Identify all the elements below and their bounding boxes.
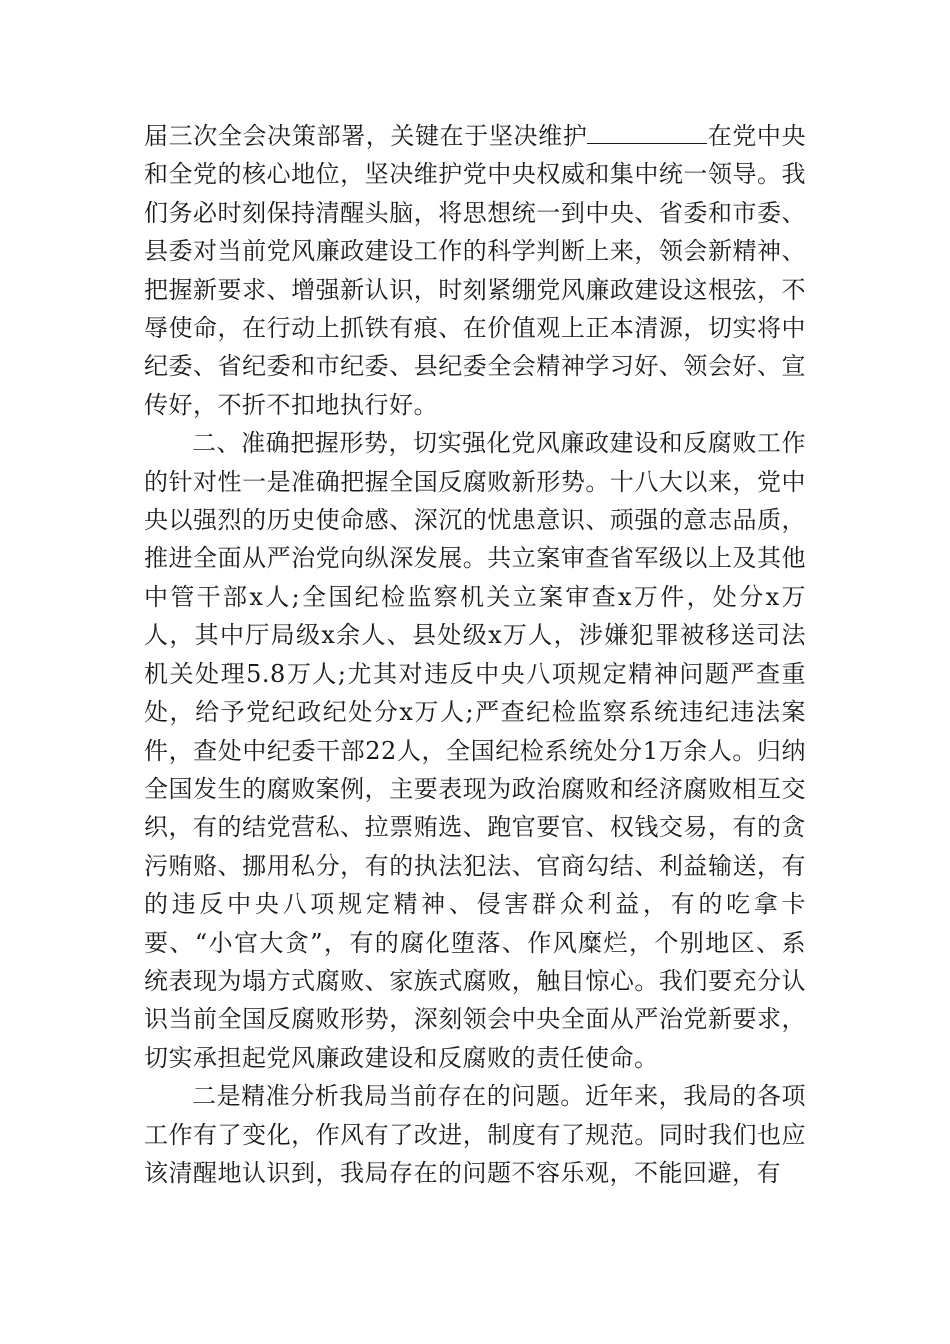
paragraph-1-text-before-blank: 届三次全会决策部署，关键在于坚决维护: [144, 122, 588, 150]
document-page: [144, 117, 806, 1192]
paragraph-1-text-after-blank: 在党中央和全党的核心地位，坚决维护党中央权威和集中统一领导。我们务必时刻保持清醒头脑，将思想统一到中央、省委和市委、县委对当前党风廉政建设工作的科学判断上来，领会新精神、把握新要求、增强新认识，时刻紧绷党风廉政建设这根弦，不辱使命，在行动上抓铁有痕、在价值观上正本清源，切实将中纪委、省纪委和市纪委、县纪委全会精神学习好、领会好、宣传好，不折不扣地执行好。: [144, 122, 806, 419]
paragraph-3: 二是精准分析我局当前存在的问题。近年来，我局的各项工作有了变化，作风有了改进，制度有了规范。同时我们也应该清醒地认识到，我局存在的问题不容乐观，不能回避，有: [144, 1082, 806, 1187]
paragraph-1: [144, 117, 806, 424]
paragraph-2: 二、准确把握形势，切实强化党风廉政建设和反腐败工作的针对性一是准确把握全国反腐败新形势。十八大以来，党中央以强烈的历史使命感、深沉的忧患意识、顽强的意志品质，推进全面从严治党向纵深发展。共立案审查省军级以上及其他中管干部x人;全国纪检监察机关立案审查x万件，处分x万人，其中厅局级x余人、县处级x万人，涉嫌犯罪被移送司法机关处理5.8万人;尤其对违反中央八项规定精神问题严查重处，给予党纪政纪处分x万人;严查纪检监察系统违纪违法案件，查处中纪委干部22人，全国纪检系统处分1万余人。归纳全国发生的腐败案例，主要表现为政治腐败和经济腐败相互交织，有的结党营私、拉票贿选、跑官要官、权钱交易，有的贪污贿赂、挪用私分，有的执法犯法、官商勾结、利益输送，有的违反中央八项规定精神、侵害群众利益，有的吃拿卡要、“小官大贪”，有的腐化堕落、作风糜烂，个别地区、系统表现为塌方式腐败、家族式腐败，触目惊心。我们要充分认识当前全国反腐败形势，深刻领会中央全面从严治党新要求，切实承担起党风廉政建设和反腐败的责任使命。: [144, 429, 806, 1072]
fill-in-blank: [587, 121, 707, 144]
